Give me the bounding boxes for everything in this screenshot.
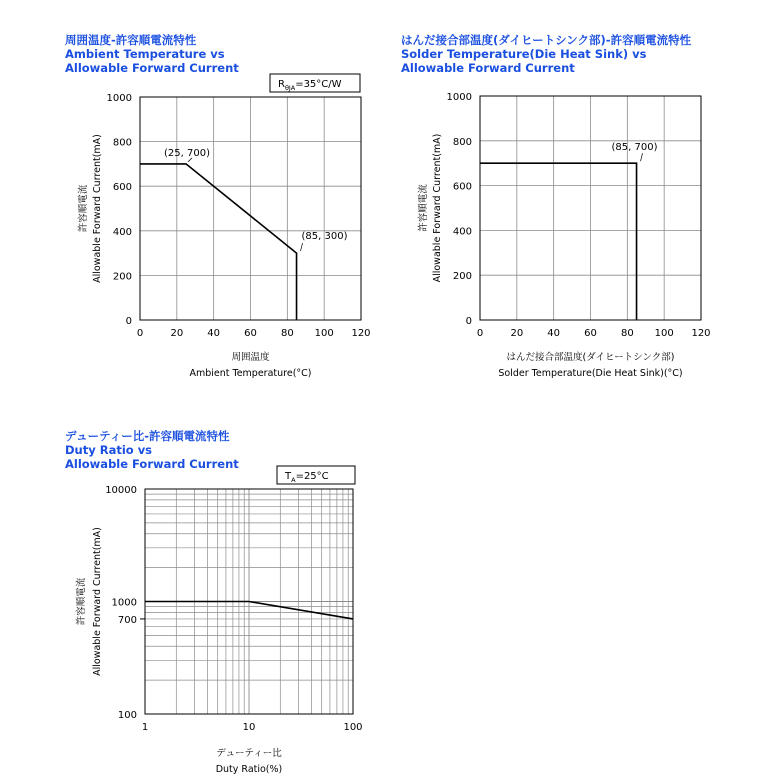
x-tick-label: 80: [620, 328, 634, 339]
condition-subscript: A: [291, 476, 296, 484]
x-tick-label: 60: [584, 328, 597, 339]
x-tick-label: 40: [547, 328, 561, 339]
y-axis-label: Allowable Forward Current(mA): [432, 133, 443, 283]
y-tick-label: 400: [112, 226, 132, 238]
y-tick-label: 0: [125, 316, 132, 327]
chart-title-jp: 周囲温度-許容順電流特性: [65, 33, 197, 47]
x-axis-label: Duty Ratio(%): [215, 764, 283, 775]
chart-title-line2: Allowable Forward Current: [65, 457, 239, 471]
x-tick-label: 1: [141, 722, 149, 733]
y-axis-label-jp: 許容順電流: [76, 577, 87, 626]
y-axis-label-jp: 許容順電流: [418, 184, 429, 232]
condition-symbol: R: [278, 79, 285, 90]
x-axis-label: Solder Temperature(Die Heat Sink)(°C): [498, 368, 683, 379]
annotation-leader: [641, 153, 643, 161]
y-tick-label: 700: [117, 614, 137, 626]
chart-title-line2: Allowable Forward Current: [401, 61, 575, 75]
y-tick-label: 100: [117, 710, 137, 721]
y-tick-label: 800: [452, 136, 472, 148]
annotation-label: (25, 700): [164, 147, 211, 159]
y-tick-label: 200: [452, 271, 472, 283]
x-tick-label: 80: [280, 328, 294, 339]
y-tick-label: 1000: [111, 597, 137, 609]
condition-symbol: T: [285, 471, 292, 482]
condition-subscript: θJA: [284, 84, 296, 92]
x-axis-label-jp: デューティー比: [216, 748, 282, 759]
x-tick-label: 100: [314, 328, 334, 339]
x-tick-label: 0: [136, 328, 144, 339]
x-tick-label: 0: [476, 328, 484, 339]
y-axis-label-jp: 許容順電流: [78, 184, 89, 233]
y-tick-label: 1000: [106, 93, 132, 104]
x-tick-label: 20: [510, 328, 524, 339]
y-tick-label: 200: [112, 271, 132, 283]
x-axis-label: Ambient Temperature(°C): [189, 368, 312, 379]
x-tick-label: 10: [242, 722, 256, 733]
x-tick-label: 120: [691, 328, 711, 339]
chart-title-line1: Duty Ratio vs: [65, 443, 153, 457]
y-tick-label: 600: [452, 181, 472, 193]
chart-title-line2: Allowable Forward Current: [65, 61, 239, 75]
y-axis-label: Allowable Forward Current(mA): [92, 134, 103, 283]
chart-title-line1: Ambient Temperature vs: [65, 47, 225, 61]
y-tick-label: 10000: [105, 485, 137, 496]
series-line: [480, 163, 637, 320]
x-tick-label: 100: [343, 722, 363, 733]
y-tick-label: 0: [465, 316, 472, 327]
chart-title-line1: Solder Temperature(Die Heat Sink) vs: [401, 47, 647, 61]
x-tick-label: 60: [244, 328, 257, 339]
annotation-leader: [301, 243, 303, 251]
x-axis-label-jp: はんだ接合部温度(ダイヒートシンク部): [506, 352, 675, 363]
annotation-label: (85, 300): [301, 231, 348, 243]
chart-title-jp: デューティー比-許容順電流特性: [65, 429, 230, 443]
x-tick-label: 120: [351, 328, 371, 339]
series-line: [140, 164, 297, 320]
condition-value: =25°C: [295, 471, 329, 482]
y-tick-label: 600: [112, 182, 132, 194]
y-axis-label: Allowable Forward Current(mA): [92, 527, 103, 676]
annotation-label: (85, 700): [611, 142, 658, 154]
x-axis-label-jp: 周囲温度: [231, 352, 270, 363]
y-tick-label: 400: [452, 226, 472, 238]
x-tick-label: 40: [207, 328, 221, 339]
y-tick-label: 1000: [446, 92, 472, 103]
x-tick-label: 100: [654, 328, 674, 339]
y-tick-label: 800: [112, 137, 132, 149]
condition-value: =35°C/W: [295, 79, 342, 90]
chart-title-jp: はんだ接合部温度(ダイヒートシンク部)-許容順電流特性: [401, 33, 692, 47]
x-tick-label: 20: [170, 328, 184, 339]
